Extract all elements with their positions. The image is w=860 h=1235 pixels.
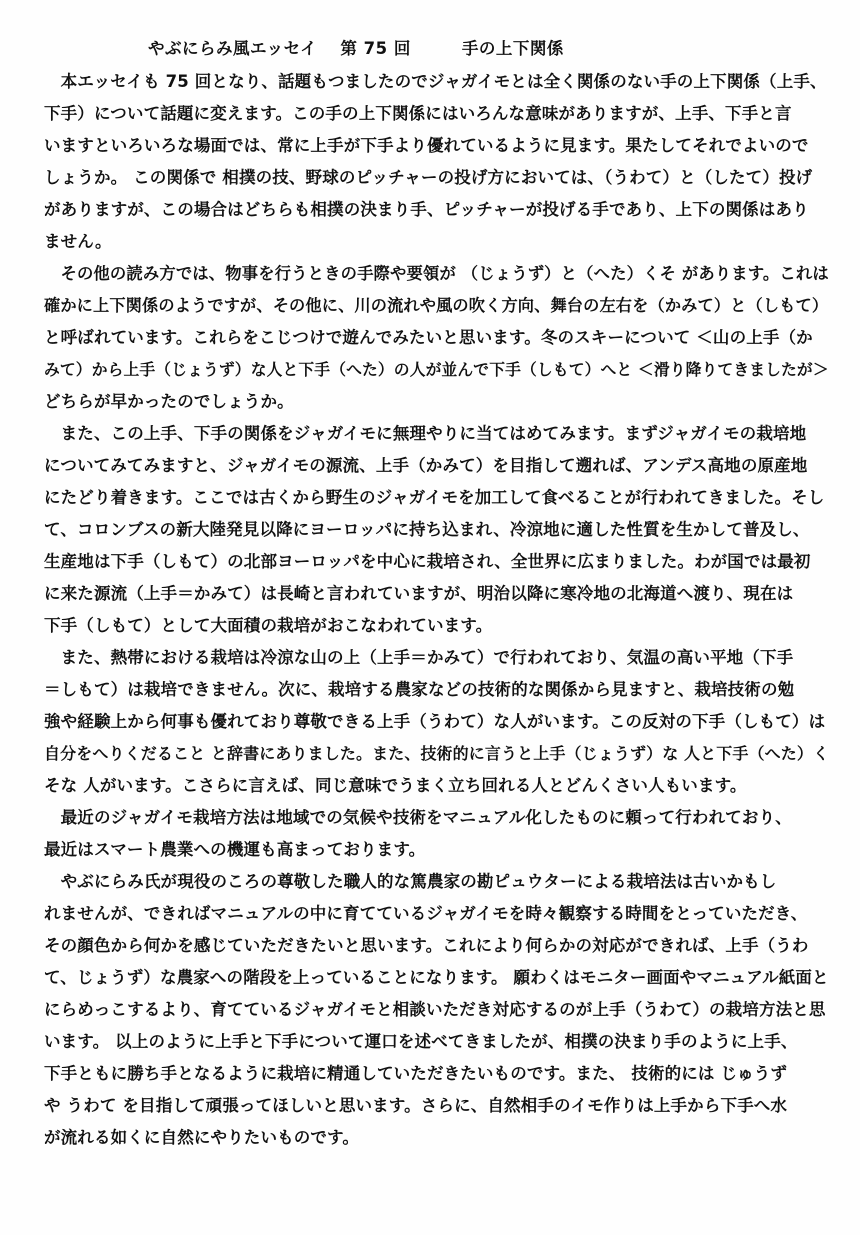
text-line: 強や経験上から何事も優れており尊敬できる上手（うわて）な人がいます。この反対の下手（しもて）は: [44, 712, 826, 731]
text-line: また、この上手、下手の関係をジャガイモに無理やりに当てはめてみます。まずジャガイモの栽培地: [44, 424, 807, 443]
text-line: しょうか。 この関係で 相撲の技、野球のピッチャーの投げ方においては、（うわて）と（したて）投げ: [44, 168, 813, 187]
text-line: 下手（しもて）として大面積の栽培がおこなわれています。: [44, 616, 493, 635]
text-line: についてみてみますと、ジャガイモの源流、上手（かみて）を目指して遡れば、アンデス高地の原産地: [44, 456, 808, 475]
text-line: ません。: [44, 232, 112, 251]
text-line: 生産地は下手（しもて）の北部ヨーロッパを中心に栽培され、全世界に広まりました。わが国では最初: [44, 552, 811, 571]
text-line: その他の読み方では、物事を行うときの手際や要領が （じょうず）と（へた）くそ があります。これは: [44, 264, 829, 283]
text-line: がありますが、この場合はどちらも相撲の決まり手、ピッチャーが投げる手であり、上下の関係はあり: [44, 200, 809, 219]
text-line: 本エッセイも 75 回となり、話題もつましたのでジャガイモとは全く関係のない手の上下関係（上手、: [44, 72, 827, 91]
text-line: 最近のジャガイモ栽培方法は地域での気候や技術をマニュアル化したものに頼って行われており、: [44, 808, 792, 827]
text-line: そな 人がいます。こさらに言えば、同じ意味でうまく立ち回れる人とどんくさい人もいます。: [44, 776, 747, 795]
text-line: と呼ばれています。これらをこじつけで遊んでみたいと思います。冬のスキーについて ＜山の上手（か: [44, 328, 813, 347]
text-line: が流れる如くに自然にやりたいものです。: [44, 1128, 360, 1147]
essay-title: やぶにらみ風エッセイ 第 75 回 手の上下関係: [148, 39, 564, 58]
text-line: その顔色から何かを感じていただきたいと思います。これにより何らかの対応ができれば、上手（うわ: [44, 936, 809, 955]
text-line: また、熱帯における栽培は冷涼な山の上（上手＝かみて）で行われており、気温の高い平地（下手: [44, 648, 794, 667]
text-line: て、じょうず）な農家への階段を上っていることになります。 願わくはモニター画面やマニュアル紙面と: [44, 968, 829, 987]
text-line: や うわて を目指して頑張ってほしいと思います。さらに、自然相手のイモ作りは上手から下手へ水: [44, 1096, 788, 1115]
text-line: 最近はスマート農業への機運も高まっております。: [44, 840, 426, 859]
text-line: て、コロンブスの新大陸発見以降にヨーロッパに持ち込まれ、冷涼地に適した性質を生かして普及し、: [44, 520, 810, 539]
text-line: みて）から上手（じょうず）な人と下手（へた）の人が並んで下手（しもて）へと ＜滑り降りてきましたが＞: [44, 360, 829, 379]
text-line: やぶにらみ氏が現役のころの尊敬した職人的な篤農家の勘ピュウターによる栽培法は古いかもし: [44, 872, 777, 891]
text-line: 自分をへりくだること と辞書にありました。また、技術的に言うと上手（じょうず）な 人と下手（へた）く: [44, 744, 830, 763]
text-line: 下手ともに勝ち手となるように栽培に精通していただきたいものです。また、 技術的には じゅうず: [44, 1064, 788, 1083]
text-line: ＝しもて）は栽培できません。次に、栽培する農家などの技術的な関係から見ますと、栽培技術の勉: [44, 680, 795, 699]
text-line: にらめっこするより、育てているジャガイモと相談いただき対応するのが上手（うわて）の栽培方法と思: [44, 1000, 826, 1019]
text-line: れませんが、できればマニュアルの中に育てているジャガイモを時々観察する時間をとっていただき、: [44, 904, 808, 923]
text-line: にたどり着きます。ここでは古くから野生のジャガイモを加工して食べることが行われてきました。そし: [44, 488, 825, 507]
essay-body: [44, 66, 830, 1154]
text-line: 下手）について話題に変えます。この手の上下関係にはいろんな意味がありますが、上手、下手と言: [44, 104, 792, 123]
text-line: に来た源流（上手＝かみて）は長崎と言われていますが、明治以降に寒冷地の北海道へ渡り、現在は: [44, 584, 794, 603]
text-line: いますといろいろな場面では、常に上手が下手より優れているように見ます。果たしてそれでよいので: [44, 136, 809, 155]
text-line: います。 以上のように上手と下手について運口を述べてきましたが、相撲の決まり手のように上手、: [44, 1032, 798, 1051]
text-line: 確かに上下関係のようですが、その他に、川の流れや風の吹く方向、舞台の左右を（かみて）と（しもて）: [44, 296, 829, 315]
text-line: どちらが早かったのでしょうか。: [44, 392, 294, 411]
